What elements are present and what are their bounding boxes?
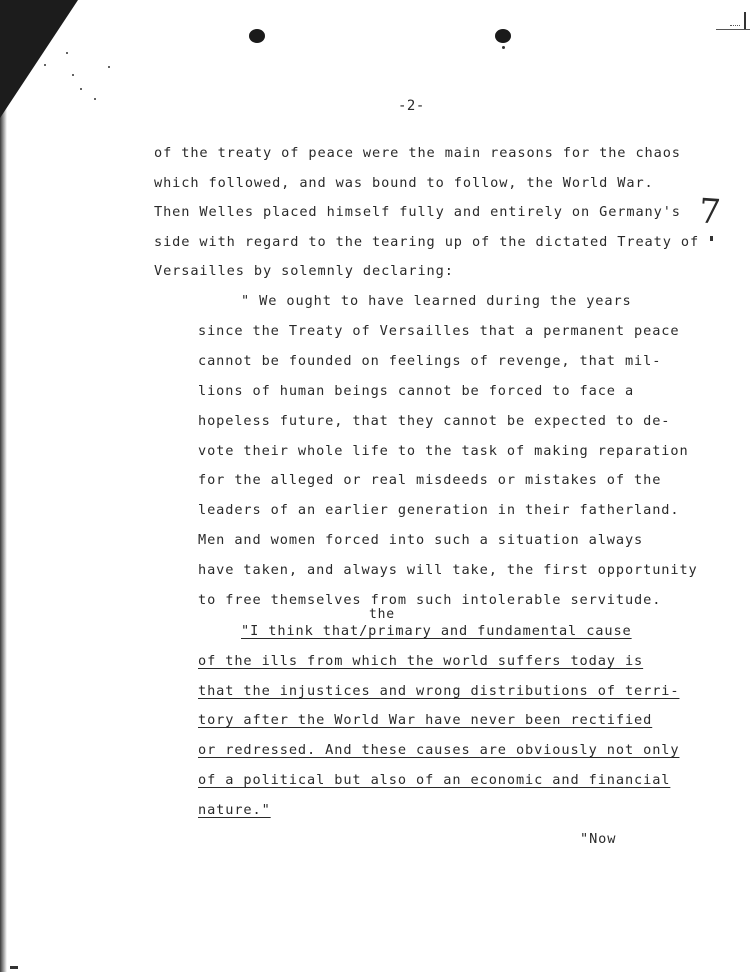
quote-line: lions of human beings cannot be forced to face a (198, 383, 635, 399)
quote-line: hopeless future, that they cannot be expected to de- (198, 413, 671, 429)
paragraph-line: Then Welles placed himself fully and entirely on Germany's (154, 204, 681, 220)
punch-hole-right (495, 29, 511, 43)
scan-speck (94, 98, 96, 100)
underlined-quote-line: of the ills from which the world suffers today is (198, 653, 644, 669)
underlined-quote-line: "I think that/primary and fundamental cause (241, 623, 632, 639)
quote-line: for the alleged or real misdeeds or mistakes of the (198, 472, 662, 488)
scan-speck (44, 64, 46, 66)
quote-line: " We ought to have learned during the years (241, 293, 632, 309)
page-number: -2- (398, 98, 425, 114)
scan-speck (80, 88, 82, 90)
underlined-quote-line: of a political but also of an economic and financial (198, 772, 671, 788)
quote-line: since the Treaty of Versailles that a permanent peace (198, 323, 680, 339)
scan-speck (72, 74, 74, 76)
scan-speck (108, 66, 110, 68)
underlined-quote-line: or redressed. And these causes are obviously not only (198, 742, 680, 758)
clip-mark (716, 12, 750, 32)
quote-line: vote their whole life to the task of making reparation (198, 443, 689, 459)
underlined-quote-line: that the injustices and wrong distributions of terri- (198, 683, 680, 699)
underlined-quote-line: nature." (198, 802, 271, 818)
paragraph-line: side with regard to the tearing up of the dictated Treaty of (154, 234, 700, 250)
paragraph-line: of the treaty of peace were the main reasons for the chaos (154, 145, 681, 161)
quote-line: Men and women forced into such a situation always (198, 532, 644, 548)
quote-line: to free themselves from such intolerable servitude. (198, 592, 662, 608)
handwritten-mark (710, 236, 713, 241)
quote-line: leaders of an earlier generation in their fatherland. (198, 502, 680, 518)
paragraph-line: Versailles by solemnly declaring: (154, 263, 454, 279)
underlined-quote-line: tory after the World War have never been rectified (198, 712, 653, 728)
catchword: "Now (580, 831, 617, 847)
scan-speck (66, 52, 68, 54)
scan-speck (502, 46, 505, 49)
handwritten-insertion: the (369, 607, 395, 622)
scan-speck (10, 966, 18, 969)
paragraph-line: which followed, and was bound to follow, the World War. (154, 175, 654, 191)
folded-corner (0, 0, 78, 118)
quote-line: have taken, and always will take, the first opportunity (198, 562, 698, 578)
scan-edge-shadow (0, 0, 7, 972)
quote-line: cannot be founded on feelings of revenge, that mil- (198, 353, 662, 369)
handwritten-annotation: 7 (697, 191, 723, 233)
punch-hole-left (249, 29, 265, 43)
